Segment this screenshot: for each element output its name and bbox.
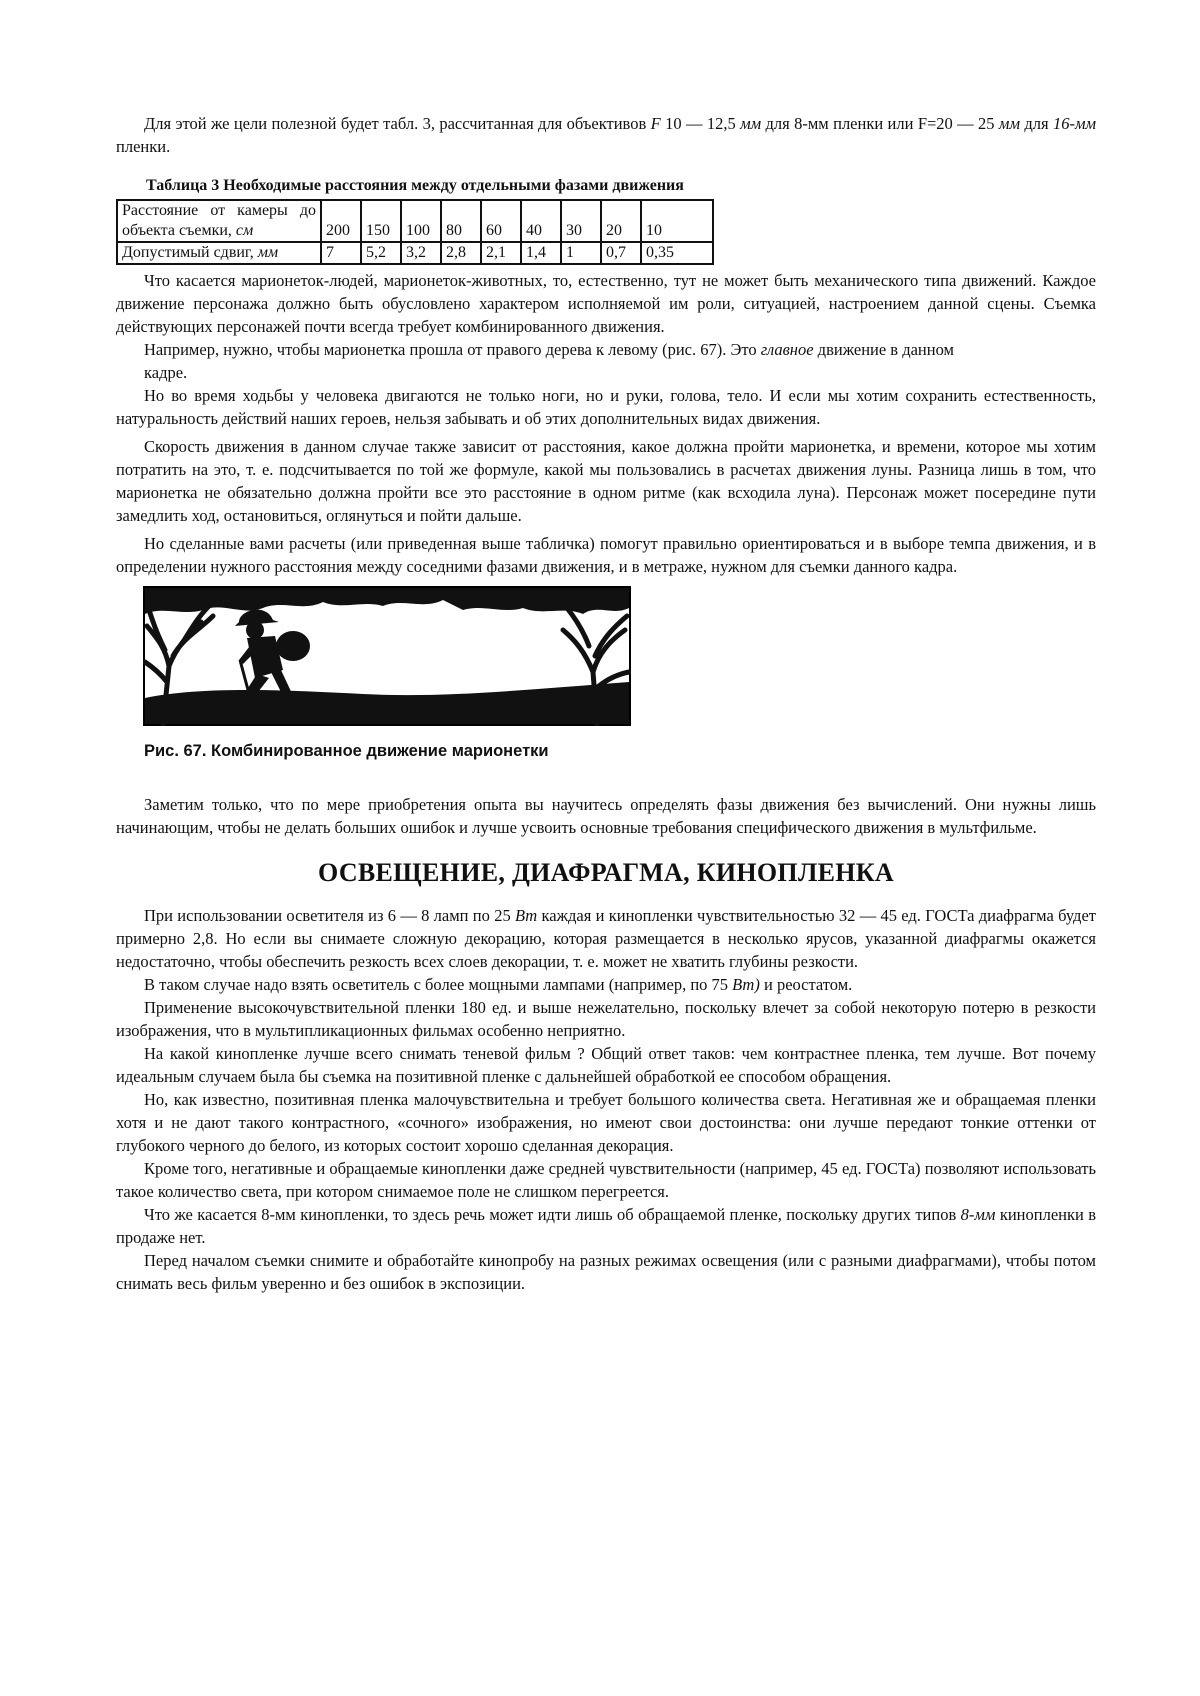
body-paragraph: кадре. xyxy=(144,363,188,382)
figure-caption: Рис. 67. Комбинированное движение марионетки xyxy=(144,742,549,760)
body-paragraph: Что же касается 8-мм кинопленки, то здесь речь может идти лишь об обращаемой пленке, поскольку других типов 8-мм кинопленки в продаже нет. xyxy=(116,1205,1096,1247)
table-row xyxy=(117,200,713,242)
body-paragraph: Что касается марионеток-людей, марионеток-животных, то, естественно, тут не может быть механического типа движений. Каждое движение персонажа должно быть обусловлено характером исполняемой им роли, ситуацией, настроением данной сцены. Съемка действующих персонажей почти всегда требует комбинированного движения. xyxy=(116,271,1096,336)
table-cell: 3,2 xyxy=(401,242,441,264)
table-cell: 2,1 xyxy=(481,242,521,264)
body-paragraph: На какой кинопленке лучше всего снимать теневой фильм ? Общий ответ таков: чем контрастнее пленка, тем лучше. Вот почему идеальным случаем была бы съемка на позитивной пленке с дальнейшей обработкой ее способом обращения. xyxy=(116,1044,1096,1086)
body-paragraph: В таком случае надо взять осветитель с более мощными лампами (например, по 75 Вт) и реостатом. xyxy=(144,975,853,994)
table-row-label: Допустимый сдвиг, мм xyxy=(117,242,321,264)
body-paragraph: Но, как известно, позитивная пленка малочувствительна и требует большого количества света. Негативная же и обращаемая пленки хотя и не дают такого контрастного, «сочного» изображения, но имеют свои достоинства: они лучше передают тонкие оттенки от глубокого черного до белого, из которых состоит хорошо сделанная декорация. xyxy=(116,1090,1096,1155)
body-paragraph: Но во время ходьбы у человека двигаются не только ноги, но и руки, голова, тело. И если мы хотим сохранить естественность, натуральность действий наших героев, нельзя забывать и об этих дополнительных видах движения. xyxy=(116,386,1096,428)
table-caption: Таблица 3 Необходимые расстояния между отдельными фазами движения xyxy=(146,177,684,194)
table-row xyxy=(117,242,713,264)
table-row-label: Расстояние от камеры до объекта съемки, см xyxy=(117,200,321,242)
body-section-2 xyxy=(116,904,1096,1295)
table-cell: 1,4 xyxy=(521,242,561,264)
table-cell: 200 xyxy=(321,200,361,242)
body-paragraph: Применение высокочувствительной пленки 180 ед. и выше нежелательно, поскольку влечет за собой некоторую потерю в резкости изображения, что в мультипликационных фильмах особенно неприятно. xyxy=(116,998,1096,1040)
marionette-silhouette-figure xyxy=(143,586,631,726)
table-cell: 20 xyxy=(601,200,641,242)
intro-paragraph: Для этой же цели полезной будет табл. 3, рассчитанная для объективов F 10 — 12,5 мм для 8-мм пленки или F=20 — 25 мм для 16-мм пленки. xyxy=(116,114,1097,156)
table-cell: 40 xyxy=(521,200,561,242)
table-cell: 0,7 xyxy=(601,242,641,264)
table-cell: 30 xyxy=(561,200,601,242)
table-cell: 0,35 xyxy=(641,242,713,264)
table-cell: 5,2 xyxy=(361,242,401,264)
document-page xyxy=(116,112,1096,1295)
table-cell: 60 xyxy=(481,200,521,242)
section-heading: ОСВЕЩЕНИЕ, ДИАФРАГМА, КИНОПЛЕНКА xyxy=(317,858,895,887)
body-paragraph: Кроме того, негативные и обращаемые кинопленки даже средней чувствительности (например, 45 ед. ГОСТа) позволяют использовать такое количество света, при котором снимаемое поле не слишком перегреется. xyxy=(116,1159,1096,1201)
table-cell: 2,8 xyxy=(441,242,481,264)
distance-table xyxy=(116,199,714,265)
table-cell: 100 xyxy=(401,200,441,242)
body-paragraph: Например, нужно, чтобы марионетка прошла от правого дерева к левому (рис. 67). Это главное движение в данном xyxy=(144,340,954,359)
body-paragraph: При использовании осветителя из 6 — 8 ламп по 25 Вт каждая и кинопленки чувствительностью 32 — 45 ед. ГОСТа диафрагма будет примерно 2,8. Но если вы снимаете сложную декорацию, которая размещается в несколько ярусов, указанной диафрагмы окажется недостаточно, чтобы обеспечить резкость всех слоев декорации, т. е. может не хватить глубины резкости. xyxy=(116,906,1096,971)
table-cell: 7 xyxy=(321,242,361,264)
body-section-1 xyxy=(116,269,1096,578)
body-paragraph: Скорость движения в данном случае также зависит от расстояния, какое должна пройти марионетка, и времени, которое мы хотим потратить на это, т. е. подсчитывается по той же формуле, какой мы пользовались в расчетах движения луны. Разница лишь в том, что марионетка не обязательно должна пройти все это расстояние в одном ритме (как всходила луна). Персонаж может посередине пути замедлить ход, остановиться, оглянуться и пойти дальше. xyxy=(116,437,1096,525)
body-paragraph: Но сделанные вами расчеты (или приведенная выше табличка) помогут правильно ориентироваться и в выборе темпа движения, и в определении нужного расстояния между соседними фазами движения, и в метраже, нужном для съемки данного кадра. xyxy=(116,534,1096,576)
table-cell: 150 xyxy=(361,200,401,242)
table-cell: 1 xyxy=(561,242,601,264)
table-cell: 80 xyxy=(441,200,481,242)
table-cell: 10 xyxy=(641,200,713,242)
body-paragraph: Перед началом съемки снимите и обработайте кинопробу на разных режимах освещения (или с разными диафрагмами), чтобы потом снимать весь фильм уверенно и без ошибок в экспозиции. xyxy=(116,1251,1096,1293)
body-paragraph: Заметим только, что по мере приобретения опыта вы научитесь определять фазы движения без вычислений. Они нужны лишь начинающим, чтобы не делать больших ошибок и лучше усвоить основные требования специфического движения в мультфильме. xyxy=(116,795,1096,837)
